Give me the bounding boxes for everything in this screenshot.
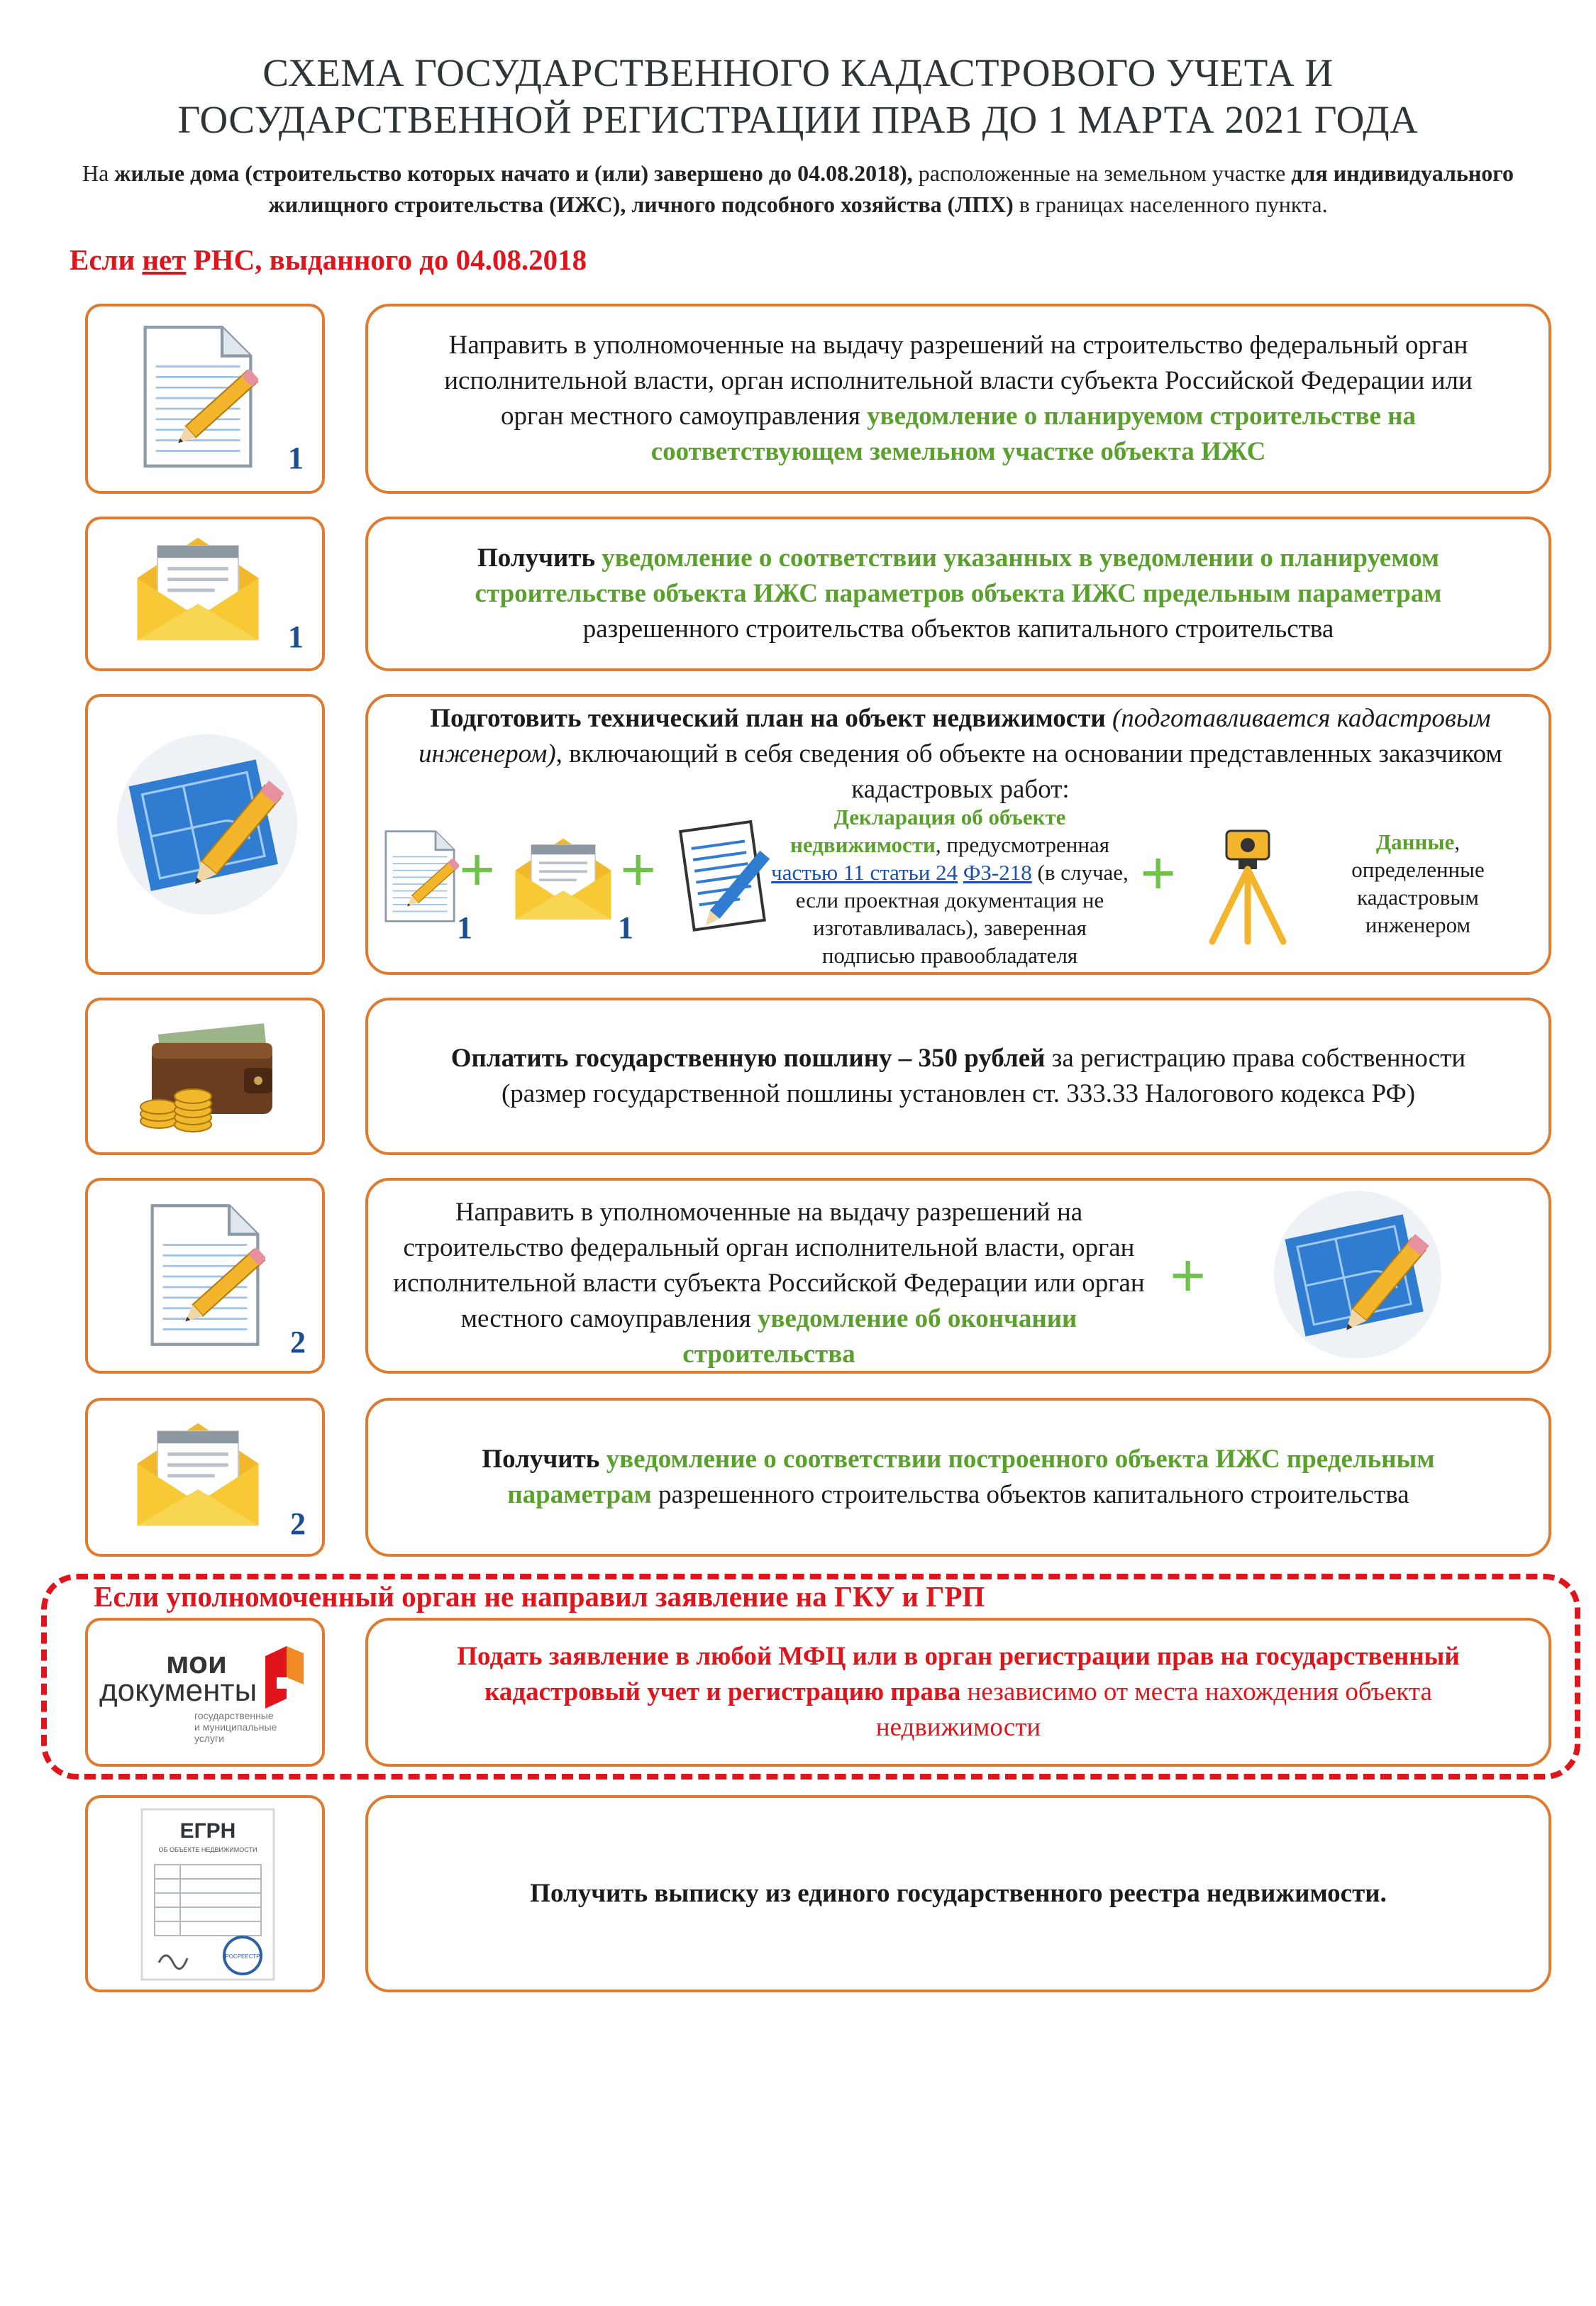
step-number: 1 <box>288 441 304 475</box>
mfc-logo-mark-icon <box>258 1642 308 1713</box>
step-number: 2 <box>290 1506 306 1541</box>
step3-text-box <box>365 694 1551 975</box>
step8-text: Получить выписку из единого государственного реестра недвижимости. <box>530 1879 1387 1908</box>
step8-icon-box <box>85 1795 325 1992</box>
plus-icon: + <box>620 835 657 905</box>
step3-italic: (подготавливается кадастровым инженером) <box>419 704 1491 768</box>
intro-bold: для индивидуального жилищного строительства (ИЖС), личного подсобного хозяйства (ЛПХ) <box>268 160 1514 217</box>
plus-icon: + <box>1170 1241 1207 1311</box>
document-pencil-icon <box>145 1193 265 1357</box>
component-number: 1 <box>618 910 633 945</box>
step4-icon-box <box>85 998 325 1155</box>
step7-plain: независимо от места нахождения объекта недвижимости <box>875 1677 1432 1742</box>
title-line-1: СХЕМА ГОСУДАРСТВЕННОГО КАДАСТРОВОГО УЧЕТА И <box>262 51 1334 94</box>
title-line-2: ГОСУДАРСТВЕННОЙ РЕГИСТРАЦИИ ПРАВ ДО 1 МАРТА 2021 ГОДА <box>177 98 1419 141</box>
step2-plain: разрешенного строительства объектов капитального строительства <box>582 614 1334 644</box>
wallet-coins-icon <box>131 1022 287 1135</box>
step5-highlight: уведомление об окончании строительства <box>682 1304 1077 1369</box>
step7-icon-box <box>85 1618 325 1767</box>
logo-subtitle-2: и муниципальные услуги <box>194 1721 277 1744</box>
intro-bold: жилые дома (строительство которых начато и (или) завершено до 04.08.2018), <box>114 160 913 186</box>
intro-text: в границах населенного пункта. <box>1013 192 1328 217</box>
stamp-label: РОСРЕЕСТР <box>225 1953 260 1960</box>
surveyor-tripod-icon <box>1195 821 1301 949</box>
declaration-plain: , предусмотренная <box>935 832 1109 857</box>
step6-icon-box <box>85 1398 325 1557</box>
step-number: 2 <box>290 1325 306 1359</box>
declaration-text <box>765 803 1134 969</box>
step2-highlight: уведомление о соответствии указанных в уведомлении о планируемом строительстве объекта ИЖС параметров объекта ИЖС предельным параметрам <box>475 544 1442 608</box>
plus-icon: + <box>459 835 496 905</box>
page-title <box>0 50 1596 143</box>
intro-text: На <box>82 160 115 186</box>
condition-text: Если <box>70 243 143 276</box>
logo-word-top: мои <box>166 1645 227 1680</box>
step4-bold: Оплатить государственную пошлину – 350 рублей <box>450 1044 1046 1073</box>
step3-text <box>397 701 1524 807</box>
step5-plain: Направить в уполномоченные на выдачу разрешений на строительство федеральный орган исполнительной власти, орган исполнительной власти субъекта Российской Федерации или орган местного самоуправления <box>393 1198 1145 1333</box>
notepad-pencil-icon <box>673 816 776 940</box>
egrn-document-icon <box>138 1805 279 1986</box>
step5-icon-box <box>85 1178 325 1374</box>
step1-icon-box <box>85 304 325 494</box>
component-number: 1 <box>457 910 472 945</box>
step6-highlight: уведомление о соответствии построенного объекта ИЖС предельным параметрам <box>507 1445 1435 1509</box>
condition-text: РНС, выданного до 04.08.2018 <box>186 243 587 276</box>
blueprint-pencil-icon <box>1265 1188 1450 1362</box>
logo-subtitle-1: государственные <box>194 1710 274 1721</box>
step5-text-box <box>365 1178 1551 1374</box>
step6-text <box>411 1442 1506 1513</box>
step4-plain: за регистрацию права собственности (размер государственной пошлины установлен ст. 333.33 Налогового кодекса РФ) <box>501 1044 1466 1108</box>
step1-text <box>411 328 1506 470</box>
step2-icon-box <box>85 517 325 671</box>
step8-text-box <box>365 1795 1551 1992</box>
step3-plain: , включающий в себя сведения об объекте на основании представленных заказчиком кадастровых работ: <box>555 739 1502 804</box>
blueprint-pencil-icon <box>108 732 306 917</box>
step6-bold: Получить <box>482 1445 606 1474</box>
step2-bold: Получить <box>477 544 602 573</box>
law-link[interactable]: ФЗ-218 <box>963 860 1032 885</box>
law-article-link[interactable]: частью 11 статьи 24 <box>771 860 958 885</box>
declaration-title: Декларация об объекте недвижимости <box>790 805 1066 857</box>
step1-plain: Направить в уполномоченные на выдачу разрешений на строительство федеральный орган исполнительной власти, орган исполнительной власти субъекта Российской Федерации или орган местного самоуправления <box>444 331 1473 431</box>
envelope-icon <box>131 528 265 649</box>
plus-icon: + <box>1140 839 1177 909</box>
condition-underlined: нет <box>142 243 187 276</box>
step7-text <box>404 1639 1513 1745</box>
surveyor-data-text <box>1312 828 1524 939</box>
step-number: 1 <box>288 619 304 654</box>
step1-highlight: уведомление о планируемом строительстве на соответствующем земельном участке объекта ИЖС <box>650 402 1416 466</box>
intro-text: расположенные на земельном участке <box>912 160 1292 186</box>
step2-text <box>411 541 1506 647</box>
logo-word-main: документы <box>99 1673 257 1708</box>
step6-text-box <box>365 1398 1551 1557</box>
step3-icon-box <box>85 694 325 975</box>
egrn-label: ЕГРН <box>179 1819 236 1843</box>
envelope-icon <box>131 1413 265 1534</box>
step4-text <box>411 1041 1506 1112</box>
step4-text-box <box>365 998 1551 1155</box>
intro-paragraph <box>50 158 1546 220</box>
step1-text-box <box>365 304 1551 494</box>
step7-text-box <box>365 1618 1551 1767</box>
document-pencil-icon <box>381 823 459 929</box>
surveyor-data-plain: , определенные кадастровым инженером <box>1351 829 1485 937</box>
declaration-plain: (в случае, если проектная документация не изготавливалась), заверенная подписью правообладателя <box>795 860 1129 968</box>
alternative-path-heading: Если уполномоченный орган не направил заявление на ГКУ и ГРП <box>94 1580 985 1613</box>
step5-text <box>382 1195 1156 1372</box>
egrn-sublabel: ОБ ОБЪЕКТЕ НЕДВИЖИМОСТИ <box>158 1846 257 1853</box>
step7-emphasis: Подать заявление в любой МФЦ или в орган регистрации прав на государственный кадастровый учет и регистрацию права <box>457 1642 1460 1706</box>
step6-plain: разрешенного строительства объектов капитального строительства <box>651 1480 1409 1509</box>
step3-bold: Подготовить технический план на объект недвижимости <box>430 704 1106 733</box>
document-pencil-icon <box>138 315 258 478</box>
surveyor-data-title: Данные <box>1375 829 1455 854</box>
envelope-icon <box>510 833 616 924</box>
condition-heading <box>70 243 587 277</box>
step2-text-box <box>365 517 1551 671</box>
